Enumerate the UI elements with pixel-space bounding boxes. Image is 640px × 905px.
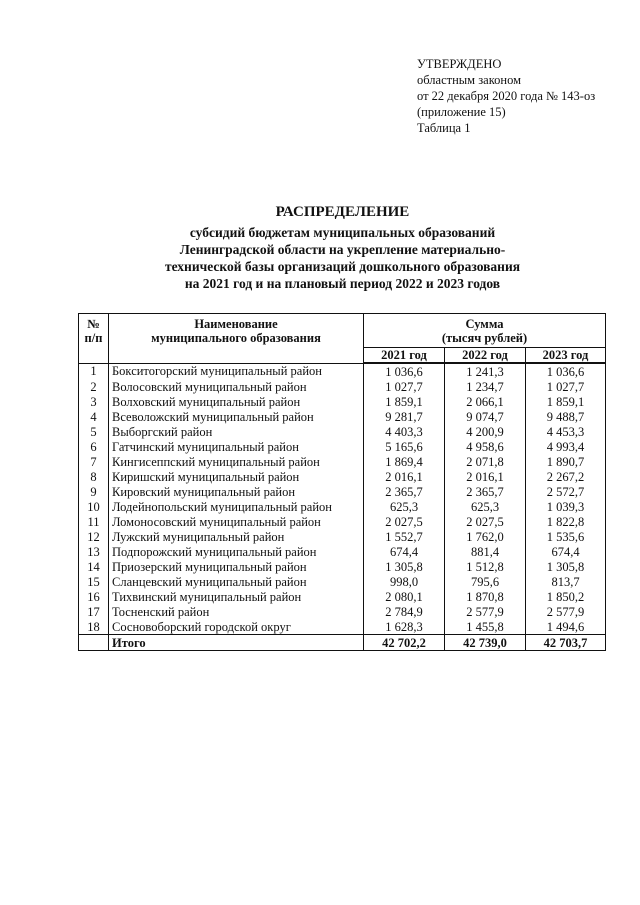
row-value-2022: 2 071,8 — [445, 454, 526, 469]
row-value-2021: 1 305,8 — [364, 559, 445, 574]
row-value-2022: 2 365,7 — [445, 484, 526, 499]
row-value-2023: 1 890,7 — [526, 454, 606, 469]
row-value-2021: 4 403,3 — [364, 424, 445, 439]
row-value-2023: 1 535,6 — [526, 529, 606, 544]
table-row — [79, 424, 606, 439]
table-row — [79, 394, 606, 409]
table-row — [79, 559, 606, 574]
table-row — [79, 469, 606, 484]
row-municipality: Гатчинский муниципальный район — [109, 439, 364, 454]
row-value-2022: 2 066,1 — [445, 394, 526, 409]
header-name-line2: муниципального образования — [151, 331, 321, 345]
table-row — [79, 589, 606, 604]
header-number-sign: № — [87, 317, 100, 331]
row-value-2023: 1 850,2 — [526, 589, 606, 604]
row-value-2021: 1 036,6 — [364, 363, 445, 379]
row-value-2023: 1 027,7 — [526, 379, 606, 394]
row-number: 12 — [79, 529, 109, 544]
row-municipality: Тихвинский муниципальный район — [109, 589, 364, 604]
row-value-2021: 5 165,6 — [364, 439, 445, 454]
row-municipality: Киришский муниципальный район — [109, 469, 364, 484]
row-value-2023: 674,4 — [526, 544, 606, 559]
row-number: 9 — [79, 484, 109, 499]
header-year-2023: 2023 год — [526, 348, 606, 364]
total-2021: 42 702,2 — [364, 635, 445, 651]
header-number — [79, 314, 109, 364]
title-main: РАСПРЕДЕЛЕНИЕ — [275, 204, 410, 220]
row-value-2022: 1 455,8 — [445, 619, 526, 635]
table-row — [79, 619, 606, 635]
row-value-2022: 2 027,5 — [445, 514, 526, 529]
row-number: 10 — [79, 499, 109, 514]
total-2022: 42 739,0 — [445, 635, 526, 651]
row-value-2023: 2 577,9 — [526, 604, 606, 619]
row-number: 14 — [79, 559, 109, 574]
row-municipality: Ломоносовский муниципальный район — [109, 514, 364, 529]
table-row — [79, 544, 606, 559]
row-number: 3 — [79, 394, 109, 409]
row-value-2023: 4 993,4 — [526, 439, 606, 454]
table-row — [79, 439, 606, 454]
row-value-2022: 4 958,6 — [445, 439, 526, 454]
title-line: субсидий бюджетам муниципальных образований — [189, 225, 496, 240]
row-value-2021: 1 628,3 — [364, 619, 445, 635]
row-value-2023: 9 488,7 — [526, 409, 606, 424]
row-value-2022: 1 870,8 — [445, 589, 526, 604]
row-value-2021: 674,4 — [364, 544, 445, 559]
row-number: 4 — [79, 409, 109, 424]
approval-heading: УТВЕРЖДЕНО — [417, 57, 502, 71]
row-value-2021: 9 281,7 — [364, 409, 445, 424]
row-value-2023: 2 572,7 — [526, 484, 606, 499]
row-number: 2 — [79, 379, 109, 394]
row-value-2023: 1 859,1 — [526, 394, 606, 409]
row-value-2023: 1 036,6 — [526, 363, 606, 379]
approval-line: областным законом — [417, 73, 522, 87]
row-value-2023: 1 039,3 — [526, 499, 606, 514]
table-row — [79, 604, 606, 619]
row-value-2023: 4 453,3 — [526, 424, 606, 439]
row-value-2022: 625,3 — [445, 499, 526, 514]
row-value-2022: 1 241,3 — [445, 363, 526, 379]
title-line: Ленинградской области на укрепление материально- — [179, 242, 506, 257]
row-value-2021: 2 016,1 — [364, 469, 445, 484]
row-municipality: Бокситогорский муниципальный район — [109, 363, 364, 379]
table-row — [79, 499, 606, 514]
row-value-2023: 1 305,8 — [526, 559, 606, 574]
header-sum — [364, 314, 606, 348]
header-name-line1: Наименование — [194, 317, 278, 331]
row-value-2023: 813,7 — [526, 574, 606, 589]
row-municipality: Кингисеппский муниципальный район — [109, 454, 364, 469]
row-number: 7 — [79, 454, 109, 469]
row-municipality: Кировский муниципальный район — [109, 484, 364, 499]
row-value-2021: 1 869,4 — [364, 454, 445, 469]
total-row — [79, 635, 606, 651]
row-value-2022: 2 016,1 — [445, 469, 526, 484]
row-number: 1 — [79, 363, 109, 379]
row-municipality: Сланцевский муниципальный район — [109, 574, 364, 589]
row-number: 17 — [79, 604, 109, 619]
row-municipality: Всеволожский муниципальный район — [109, 409, 364, 424]
header-year-2022: 2022 год — [445, 348, 526, 364]
header-sum-line1: Сумма — [465, 317, 504, 331]
header-number-abbr: п/п — [84, 331, 103, 345]
row-municipality: Лужский муниципальный район — [109, 529, 364, 544]
row-value-2021: 2 784,9 — [364, 604, 445, 619]
title-line: на 2021 год и на плановый период 2022 и 2023 годов — [184, 276, 501, 291]
table-row — [79, 574, 606, 589]
table-row — [79, 529, 606, 544]
approval-line: от 22 декабря 2020 года № 143-оз — [417, 89, 596, 103]
row-value-2021: 625,3 — [364, 499, 445, 514]
row-value-2023: 2 267,2 — [526, 469, 606, 484]
row-value-2022: 9 074,7 — [445, 409, 526, 424]
title-line: технической базы организаций дошкольного образования — [164, 259, 521, 274]
total-num-cell — [79, 635, 109, 651]
row-value-2022: 795,6 — [445, 574, 526, 589]
row-number: 16 — [79, 589, 109, 604]
row-number: 8 — [79, 469, 109, 484]
document-title — [80, 203, 605, 292]
row-municipality: Волховский муниципальный район — [109, 394, 364, 409]
row-number: 6 — [79, 439, 109, 454]
row-value-2021: 2 365,7 — [364, 484, 445, 499]
row-value-2021: 1 027,7 — [364, 379, 445, 394]
row-municipality: Лодейнопольский муниципальный район — [109, 499, 364, 514]
row-number: 15 — [79, 574, 109, 589]
row-value-2022: 2 577,9 — [445, 604, 526, 619]
header-name — [109, 314, 364, 364]
row-number: 11 — [79, 514, 109, 529]
distribution-table — [78, 313, 606, 651]
row-value-2022: 881,4 — [445, 544, 526, 559]
row-value-2021: 998,0 — [364, 574, 445, 589]
row-municipality: Волосовский муниципальный район — [109, 379, 364, 394]
row-value-2022: 1 762,0 — [445, 529, 526, 544]
row-municipality: Сосновоборский городской округ — [109, 619, 364, 635]
table-row — [79, 454, 606, 469]
row-value-2021: 2 027,5 — [364, 514, 445, 529]
header-year-2021: 2021 год — [364, 348, 445, 364]
row-value-2022: 1 512,8 — [445, 559, 526, 574]
row-municipality: Выборгский район — [109, 424, 364, 439]
row-municipality: Приозерский муниципальный район — [109, 559, 364, 574]
approval-stamp — [417, 56, 595, 136]
row-value-2022: 1 234,7 — [445, 379, 526, 394]
table-row — [79, 484, 606, 499]
table-row — [79, 363, 606, 379]
row-value-2021: 1 552,7 — [364, 529, 445, 544]
row-number: 13 — [79, 544, 109, 559]
row-municipality: Подпорожский муниципальный район — [109, 544, 364, 559]
header-sum-line2: (тысяч рублей) — [441, 331, 528, 345]
row-municipality: Тосненский район — [109, 604, 364, 619]
total-label: Итого — [109, 635, 364, 651]
row-number: 18 — [79, 619, 109, 635]
row-value-2021: 1 859,1 — [364, 394, 445, 409]
row-value-2022: 4 200,9 — [445, 424, 526, 439]
table-row — [79, 379, 606, 394]
approval-line: (приложение 15) — [417, 105, 506, 119]
table-row — [79, 514, 606, 529]
table-row — [79, 409, 606, 424]
table-number: Таблица 1 — [417, 121, 471, 135]
total-2023: 42 703,7 — [526, 635, 606, 651]
row-value-2023: 1 494,6 — [526, 619, 606, 635]
row-value-2023: 1 822,8 — [526, 514, 606, 529]
row-number: 5 — [79, 424, 109, 439]
row-value-2021: 2 080,1 — [364, 589, 445, 604]
